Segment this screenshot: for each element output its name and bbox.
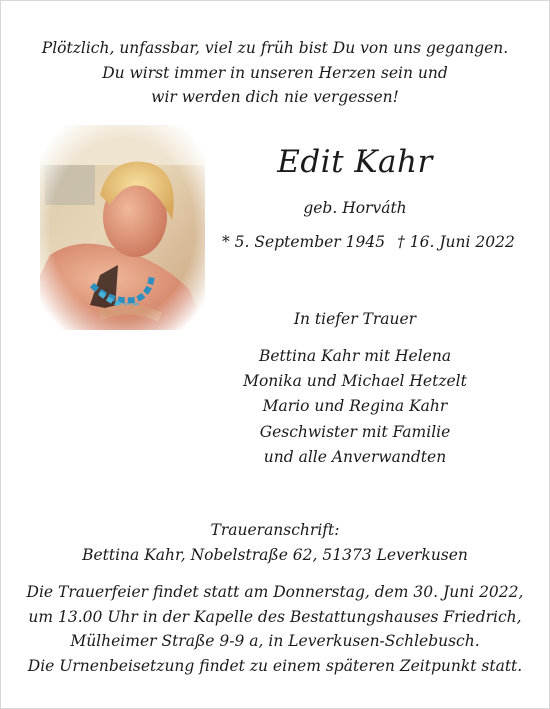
family-member: Geschwister mit Familie bbox=[259, 422, 451, 441]
family-member: Mario und Regina Kahr bbox=[262, 397, 448, 416]
life-dates bbox=[222, 233, 515, 251]
deceased-name: Edit Kahr bbox=[277, 144, 433, 180]
death-date: † 16. Juni 2022 bbox=[397, 233, 515, 251]
ceremony-line: Die Trauerfeier findet statt am Donnerstag, dem 30. Juni 2022, bbox=[26, 583, 524, 601]
maiden-name: geb. Horváth bbox=[303, 199, 407, 217]
family-list bbox=[225, 344, 485, 470]
family-member: Bettina Kahr mit Helena bbox=[258, 347, 452, 365]
intro-line: Plötzlich, unfassbar, viel zu früh bist Du von uns gegangen. bbox=[41, 39, 509, 57]
intro-line: Du wirst immer in unseren Herzen sein und bbox=[102, 63, 448, 82]
birth-date: * 5. September 1945 bbox=[222, 233, 386, 251]
address-value: Bettina Kahr, Nobelstraße 62, 51373 Leverkusen bbox=[82, 546, 468, 564]
ceremony-line: Mülheimer Straße 9-9 a, in Leverkusen-Schlebusch. bbox=[70, 632, 480, 650]
ceremony-line: um 13.00 Uhr in der Kapelle des Bestattungshauses Friedrich, bbox=[28, 607, 522, 626]
ceremony-line: Die Urnenbeisetzung findet zu einem späteren Zeitpunkt statt. bbox=[27, 656, 523, 675]
family-member: und alle Anverwandten bbox=[263, 447, 447, 466]
address-label: Traueranschrift: bbox=[210, 521, 340, 539]
mourning-heading: In tiefer Trauer bbox=[293, 310, 417, 328]
ceremony-info bbox=[20, 580, 530, 678]
intro-text bbox=[20, 36, 530, 110]
portrait-photo bbox=[40, 125, 205, 330]
intro-line: wir werden dich nie vergessen! bbox=[151, 88, 399, 106]
family-member: Monika und Michael Hetzelt bbox=[243, 372, 467, 391]
mourning-address bbox=[20, 518, 530, 568]
